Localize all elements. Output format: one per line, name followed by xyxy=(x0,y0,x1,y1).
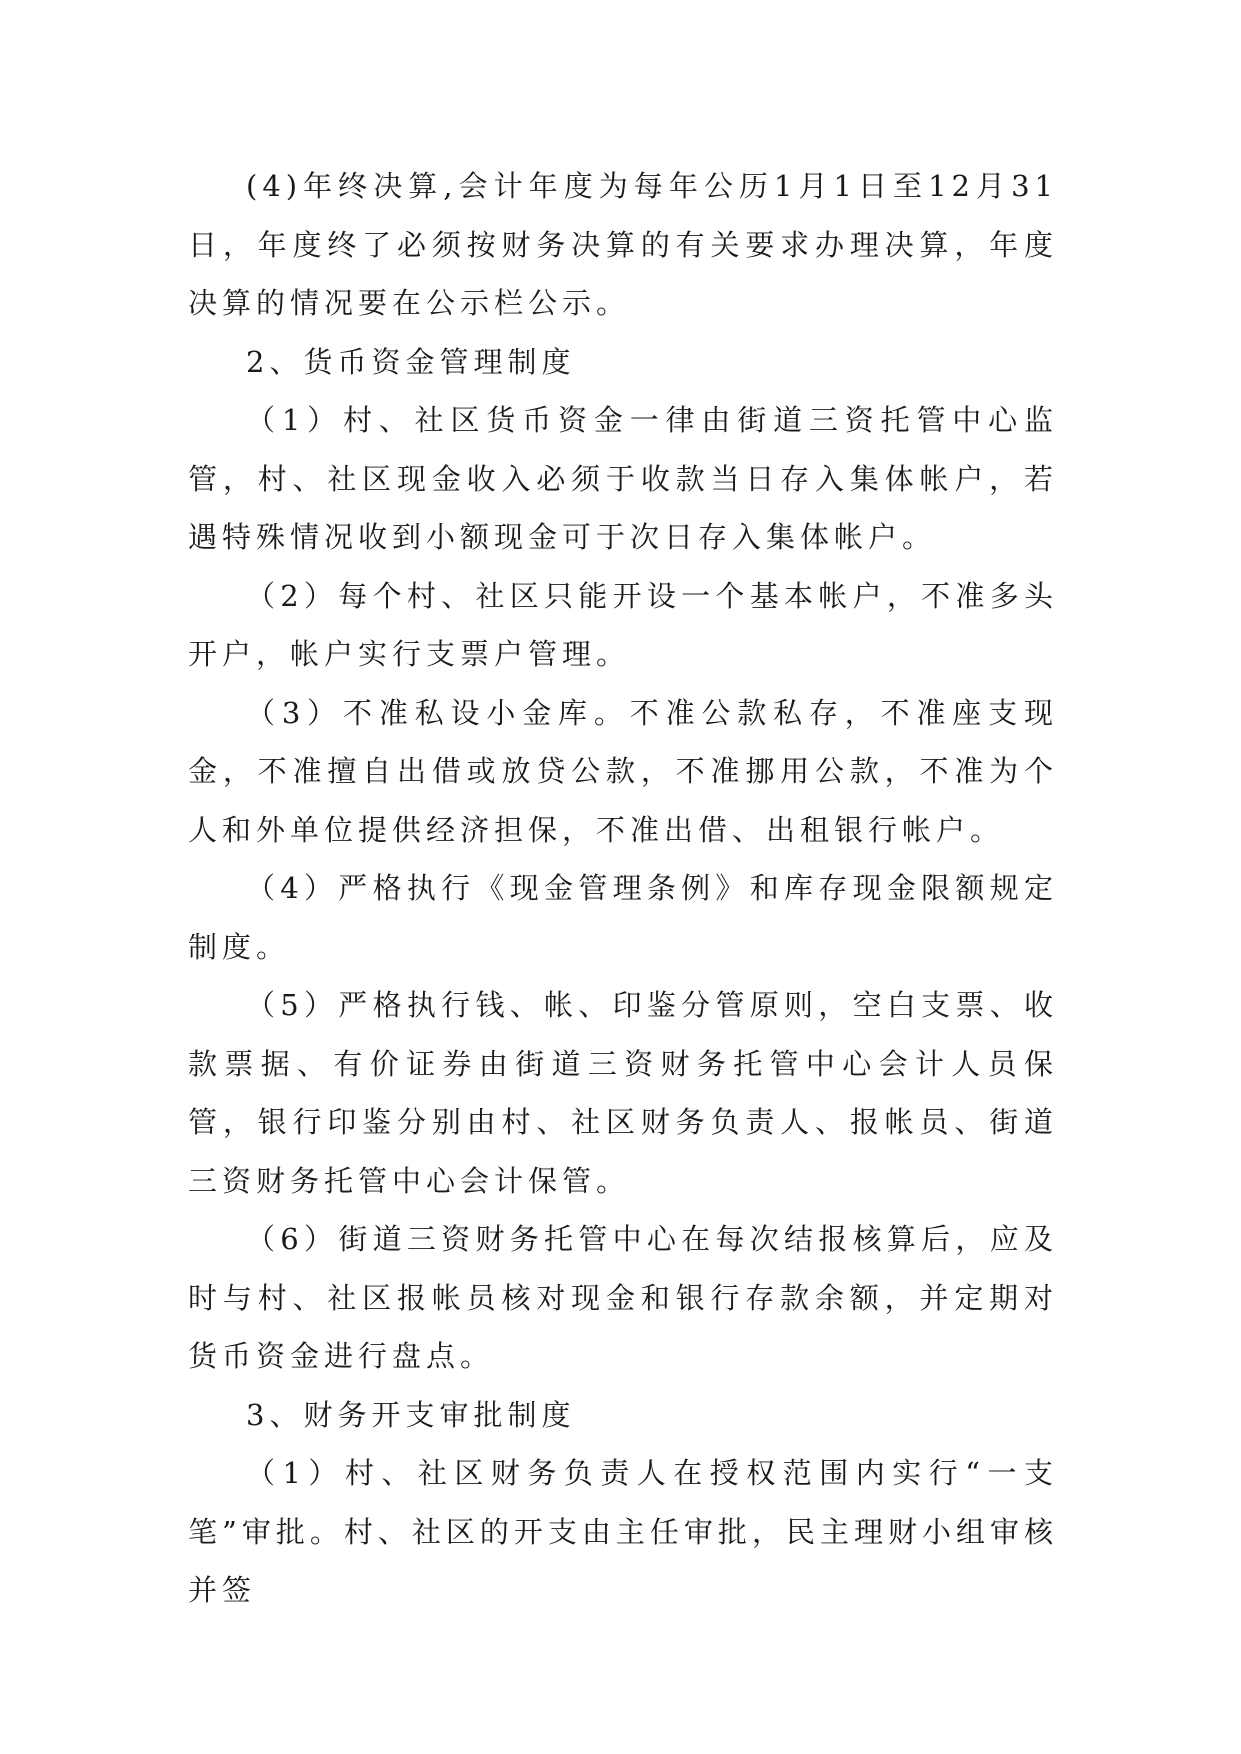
document-body xyxy=(188,157,1058,1620)
paragraph-cash-regulations: （4）严格执行《现金管理条例》和库存现金限额规定制度。 xyxy=(188,871,1058,964)
paragraph-reconciliation: （6）街道三资财务托管中心在每次结报核算后，应及时与村、社区报帐员核对现金和银行存款余额，并定期对货币资金进行盘点。 xyxy=(188,1222,1058,1373)
paragraph-approval-authority: （1）村、社区财务负责人在授权范围内实行“一支笔”审批。村、社区的开支由主任审批，民主理财小组审核并签 xyxy=(188,1456,1058,1607)
section-heading-monetary-funds: 2、货币资金管理制度 xyxy=(246,344,576,379)
paragraph-funds-supervision: （1）村、社区货币资金一律由街道三资托管中心监管，村、社区现金收入必须于收款当日存入集体帐户，若遇特殊情况收到小额现金可于次日存入集体帐户。 xyxy=(188,403,1058,554)
paragraph-year-end-settlement: (4)年终决算,会计年度为每年公历1月1日至12月31日，年度终了必须按财务决算的有关要求办理决算，年度决算的情况要在公示栏公示。 xyxy=(188,169,1058,320)
paragraph-separation-of-duties: （5）严格执行钱、帐、印鉴分管原则，空白支票、收款票据、有价证券由街道三资财务托管中心会计人员保管，银行印鉴分别由村、社区财务负责人、报帐员、街道三资财务托管中心会计保管。 xyxy=(188,988,1058,1198)
section-heading-expenditure-approval: 3、财务开支审批制度 xyxy=(246,1397,576,1432)
paragraph-single-account: （2）每个村、社区只能开设一个基本帐户，不准多头开户，帐户实行支票户管理。 xyxy=(188,578,1058,671)
paragraph-prohibitions: （3）不准私设小金库。不准公款私存，不准座支现金，不准擅自出借或放贷公款，不准挪用公款，不准为个人和外单位提供经济担保，不准出借、出租银行帐户。 xyxy=(188,695,1058,847)
